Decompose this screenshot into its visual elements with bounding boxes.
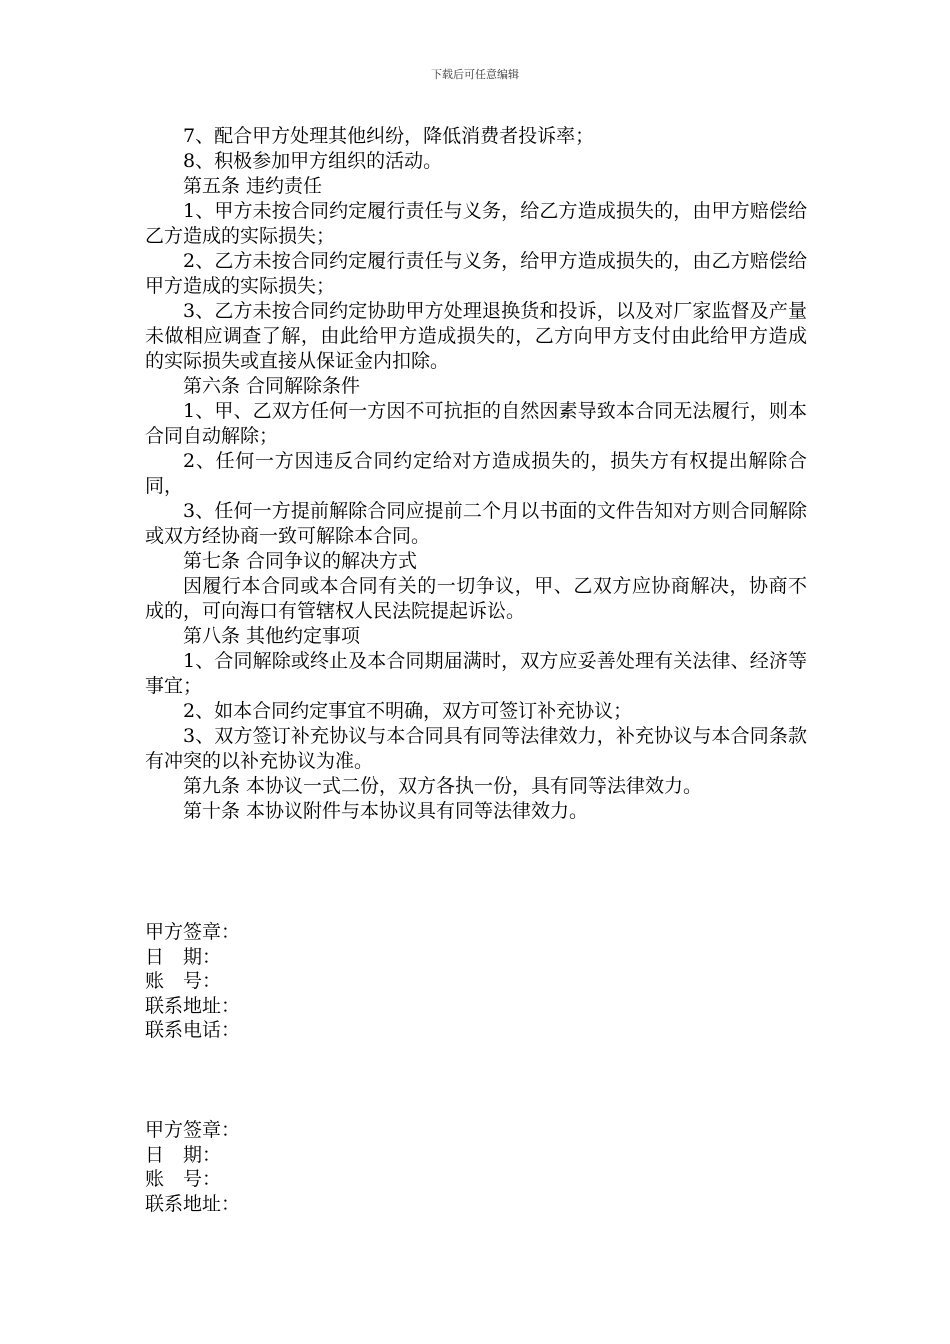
date-label: 日 期： xyxy=(145,1143,222,1166)
clause-item: 7、配合甲方处理其他纠纷，降低消费者投诉率； xyxy=(183,125,595,147)
contract-body xyxy=(145,124,807,824)
account-label: 账 号： xyxy=(145,1168,222,1190)
clause-item: 1、甲、乙双方任何一方因不可抗拒的自然因素导致本合同无法履行，则本合同自动解除； xyxy=(145,400,807,447)
clause-item: 3、双方签订补充协议与本合同具有同等法律效力，补充协议与本合同条款有冲突的以补充协议为准。 xyxy=(145,725,807,772)
article-heading: 第八条 其他约定事项 xyxy=(183,625,361,647)
clause-item: 3、任何一方提前解除合同应提前二个月以书面的文件告知对方则合同解除或双方经协商一致可解除本合同。 xyxy=(145,500,807,547)
account-label: 账 号： xyxy=(145,970,222,992)
clause-item: 8、积极参加甲方组织的活动。 xyxy=(183,150,443,172)
signature-block-2 xyxy=(145,1118,240,1216)
clause-item: 2、任何一方因违反合同约定给对方造成损失的，损失方有权提出解除合同， xyxy=(145,450,807,497)
article-heading: 第七条 合同争议的解决方式 xyxy=(183,550,418,572)
clause-item: 1、甲方未按合同约定履行责任与义务，给乙方造成损失的，由甲方赔偿给乙方造成的实际损失； xyxy=(145,200,807,247)
article-heading: 第九条 本协议一式二份，双方各执一份，具有同等法律效力。 xyxy=(183,775,703,797)
clause-item: 1、合同解除或终止及本合同期届满时，双方应妥善处理有关法律、经济等事宜； xyxy=(145,650,807,697)
address-label: 联系地址： xyxy=(145,994,241,1017)
signature-label: 甲方签章： xyxy=(145,921,241,943)
clause-item: 因履行本合同或本合同有关的一切争议，甲、乙双方应协商解决，协商不成的，可向海口有管辖权人民法院提起诉讼。 xyxy=(145,575,807,622)
article-heading: 第十条 本协议附件与本协议具有同等法律效力。 xyxy=(183,800,589,822)
signature-block-1 xyxy=(145,920,240,1043)
page-header: 下载后可任意编辑 xyxy=(431,68,519,81)
article-heading: 第六条 合同解除条件 xyxy=(183,375,361,397)
signature-label: 甲方签章： xyxy=(145,1119,241,1141)
phone-label: 联系电话： xyxy=(145,1019,241,1041)
address-label: 联系地址： xyxy=(145,1192,241,1215)
clause-item: 2、乙方未按合同约定履行责任与义务，给甲方造成损失的，由乙方赔偿给甲方造成的实际损失； xyxy=(145,250,807,297)
date-label: 日 期： xyxy=(145,945,222,968)
article-heading: 第五条 违约责任 xyxy=(183,175,323,197)
clause-item: 2、如本合同约定事宜不明确，双方可签订补充协议； xyxy=(183,700,633,722)
clause-item: 3、乙方未按合同约定协助甲方处理退换货和投诉，以及对厂家监督及产量未做相应调查了解，由此给甲方造成损失的，乙方向甲方支付由此给甲方造成的实际损失或直接从保证金内扣除。 xyxy=(145,300,807,372)
